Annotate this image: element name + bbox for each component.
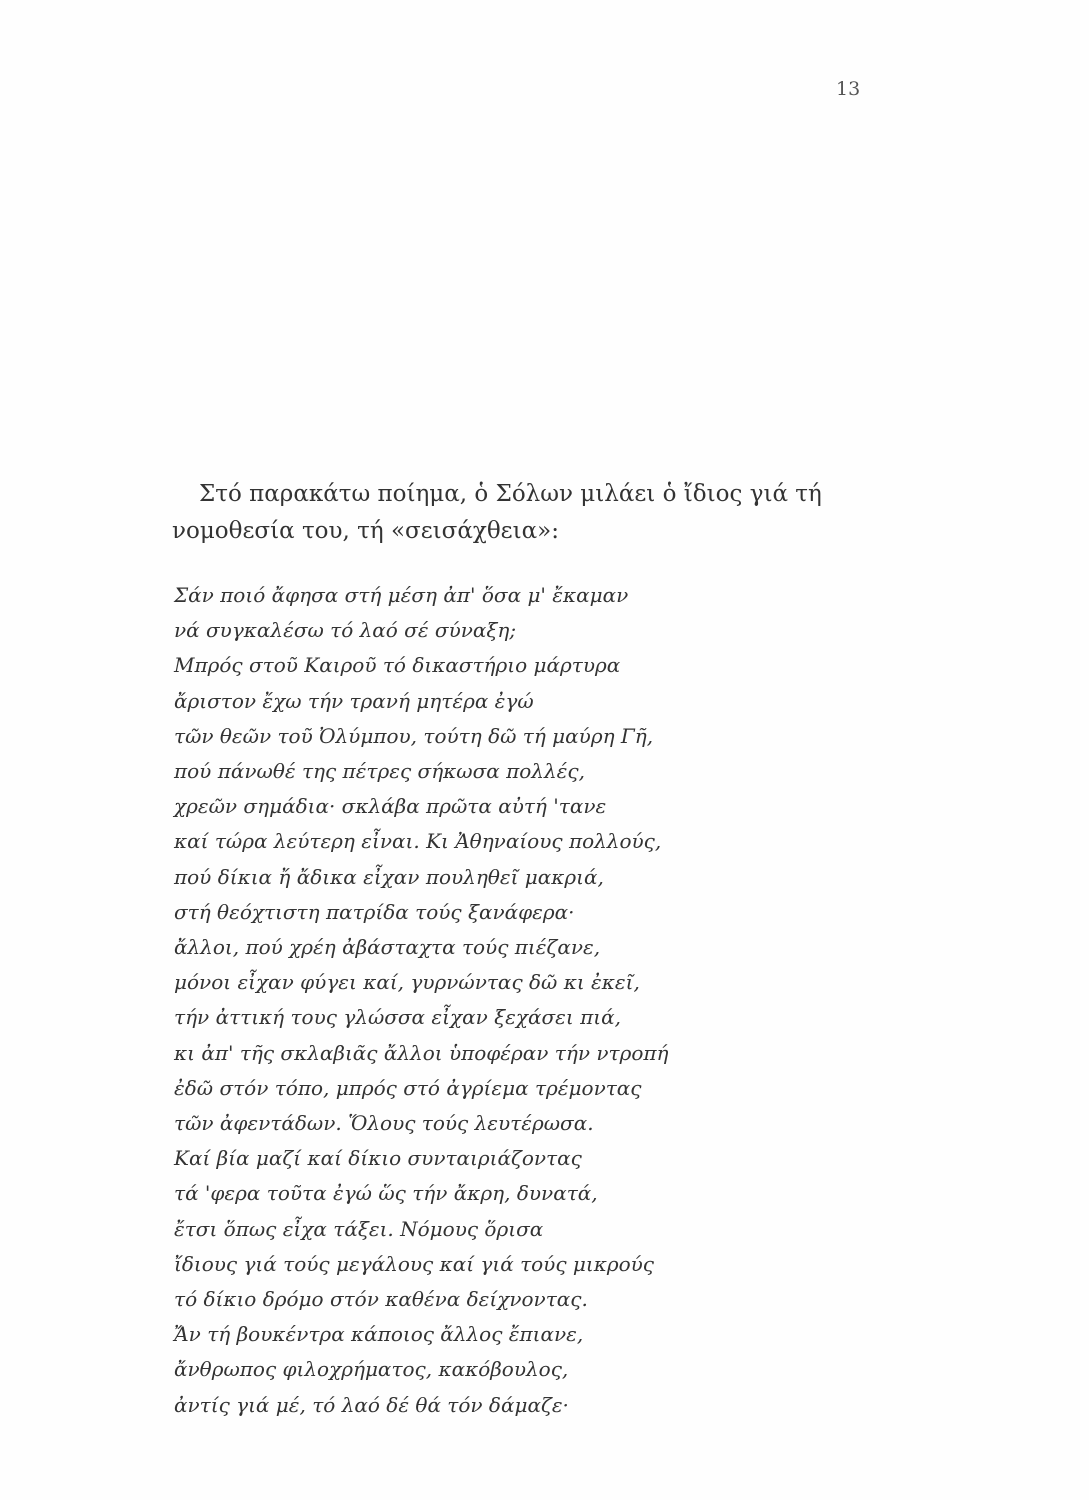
- poem-line: ἴδιους γιά τούς μεγάλους καί γιά τούς μικρούς: [174, 1251, 654, 1276]
- intro-paragraph: [172, 476, 916, 550]
- poem-line: τά 'φερα τοῦτα ἐγώ ὥς τήν ἄκρη, δυνατά,: [174, 1181, 598, 1206]
- poem-line: πού πάνωθέ της πέτρες σήκωσα πολλές,: [174, 759, 585, 784]
- poem-line: Σάν ποιό ἄφησα στή μέση ἀπ' ὅσα μ' ἔκαμαν: [174, 583, 629, 607]
- poem-line: ἔτσι ὅπως εἶχα τάξει. Νόμους ὅρισα: [174, 1216, 544, 1241]
- poem-line: ἄνθρωπος φιλοχρήματος, κακόβουλος,: [174, 1357, 569, 1382]
- poem-line: Ἄν τή βουκέντρα κάποιος ἄλλος ἔπιανε,: [174, 1322, 584, 1347]
- poem-line: μόνοι εἶχαν φύγει καί, γυρνώντας δῶ κι ἐκεῖ,: [174, 970, 640, 995]
- poem-line: Καί βία μαζί καί δίκιο συνταιριάζοντας: [174, 1146, 582, 1171]
- poem-line: νά συγκαλέσω τό λαό σέ σύναξη;: [174, 618, 517, 643]
- poem-line: πού δίκια ἤ ἄδικα εἶχαν πουληθεῖ μακριά,: [174, 864, 604, 889]
- poem-line: ἐδῶ στόν τόπο, μπρός στό ἀγρίεμα τρέμοντας: [174, 1075, 642, 1100]
- page-number: 13: [836, 78, 861, 100]
- poem-line: τό δίκιο δρόμο στόν καθένα δείχνοντας.: [174, 1287, 588, 1312]
- poem-line: ἄριστον ἔχω τήν τρανή μητέρα ἐγώ: [174, 688, 534, 713]
- poem-line: στή θεόχτιστη πατρίδα τούς ξανάφερα·: [174, 899, 575, 924]
- poem-line: ἄλλοι, πού χρέη ἀβάσταχτα τούς πιέζανε,: [174, 935, 601, 960]
- poem-line: τῶν ἀφεντάδων. Ὅλους τούς λευτέρωσα.: [174, 1111, 594, 1136]
- poem-line: χρεῶν σημάδια· σκλάβα πρῶτα αὐτή 'τανε: [174, 794, 607, 819]
- poem-line: καί τώρα λεύτερη εἶναι. Κι Ἀθηναίους πολλούς,: [174, 829, 662, 854]
- poem-line: Μπρός στοῦ Καιροῦ τό δικαστήριο μάρτυρα: [174, 653, 621, 678]
- poem-line: τῶν θεῶν τοῦ Ὀλύμπου, τούτη δῶ τή μαύρη Γῆ,: [174, 723, 654, 748]
- poem-line: κι ἀπ' τῆς σκλαβιᾶς ἄλλοι ὑποφέραν τήν ντροπή: [174, 1040, 669, 1065]
- poem-line: ἀντίς γιά μέ, τό λαό δέ θά τόν δάμαζε·: [174, 1392, 569, 1417]
- intro-line-1: Στό παρακάτω ποίημα, ὁ Σόλων μιλάει ὁ ἴδιος γιά τή: [199, 481, 822, 507]
- poem-line: τήν ἀττική τους γλώσσα εἶχαν ξεχάσει πιά,: [174, 1005, 621, 1030]
- poem: [174, 578, 874, 1423]
- intro-line-2: νομοθεσία του, τή «σεισάχθεια»:: [172, 518, 559, 544]
